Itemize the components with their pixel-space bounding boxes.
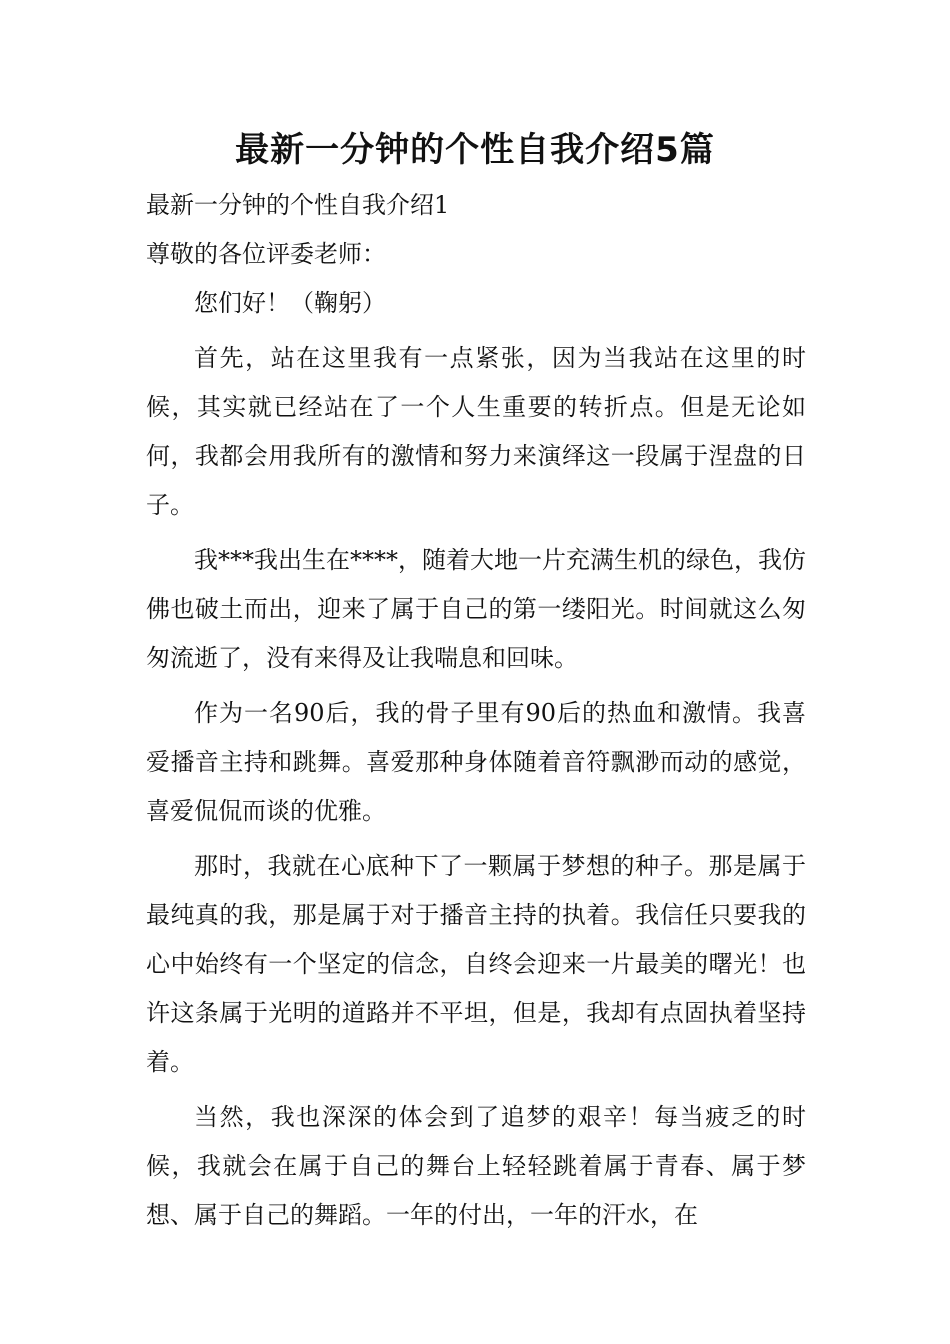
paragraph-4: 那时，我就在心底种下了一颗属于梦想的种子。那是属于最纯真的我，那是属于对于播音主持的执着。我信任只要我的心中始终有一个坚定的信念，自终会迎来一片最美的曙光！也许这条属于光明的道路并不平坦，但是，我却有点固执着坚持着。 xyxy=(146,852,806,1076)
paragraph-3: 作为一名90后，我的骨子里有90后的热血和激情。我喜爱播音主持和跳舞。喜爱那种身体随着音符飘渺而动的感觉，喜爱侃侃而谈的优雅。 xyxy=(146,699,806,825)
paragraph-5: 当然，我也深深的体会到了追梦的艰辛！每当疲乏的时候，我就会在属于自己的舞台上轻轻跳着属于青春、属于梦想、属于自己的舞蹈。一年的付出，一年的汗水，在 xyxy=(146,1103,806,1229)
greeting: 您们好！（鞠躬） xyxy=(194,289,386,317)
document-body xyxy=(146,181,806,1240)
document-title: 最新一分钟的个性自我介绍5篇 xyxy=(235,130,715,170)
section-heading: 最新一分钟的个性自我介绍1 xyxy=(146,191,450,219)
salutation: 尊敬的各位评委老师： xyxy=(146,240,386,268)
paragraph-1: 首先，站在这里我有一点紧张，因为当我站在这里的时候，其实就已经站在了一个人生重要的转折点。但是无论如何，我都会用我所有的激情和努力来演绎这一段属于涅盘的日子。 xyxy=(146,344,806,519)
paragraph-2: 我***我出生在****，随着大地一片充满生机的绿色，我仿佛也破土而出，迎来了属于自己的第一缕阳光。时间就这么匆匆流逝了，没有来得及让我喘息和回味。 xyxy=(146,546,806,672)
